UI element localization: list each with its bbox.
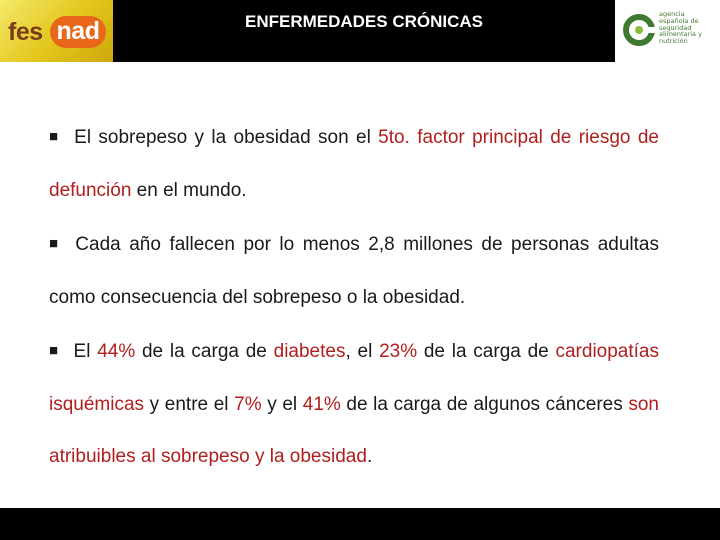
fesnad-logo <box>0 0 113 62</box>
footer-bar <box>0 508 720 540</box>
agency-line: agencia <box>659 10 685 18</box>
body-text: de la carga de algunos cánceres <box>340 394 629 415</box>
bullet-paragraph <box>49 112 659 217</box>
body-text: en el mundo. <box>131 180 247 201</box>
aesan-logo <box>615 0 720 62</box>
agency-line: alimentaria y <box>659 30 702 39</box>
highlight-text: cardiopatías isquémicas <box>49 341 659 415</box>
agency-line: seguridad <box>659 23 692 32</box>
square-bullet-icon: ■ <box>49 342 60 359</box>
highlight-text: 7% <box>234 394 262 415</box>
highlight-text: 5to. factor principal de riesgo de defunción <box>49 127 659 201</box>
body-text: El sobrepeso y la obesidad son el <box>74 127 379 148</box>
agency-line: española de <box>659 16 699 25</box>
highlight-text: diabetes <box>273 341 346 362</box>
bullet-paragraph <box>49 326 659 483</box>
logo-text-nad: nad <box>50 16 106 48</box>
aesan-agency-name <box>659 11 719 45</box>
body-text: y entre el <box>144 394 235 415</box>
body-text: Cada año fallecen por lo menos 2,8 millones de personas adultas como consecuencia del sobrepeso o la obesidad. <box>49 234 659 308</box>
square-bullet-icon: ■ <box>49 235 62 252</box>
logo-text-fes: fes <box>8 18 43 46</box>
bullet-list <box>49 112 659 485</box>
highlight-text: 44% <box>97 341 136 362</box>
body-text: . <box>366 446 373 467</box>
slide-title: ENFERMEDADES CRÓNICAS <box>244 12 484 31</box>
body-text: , el <box>345 341 380 362</box>
agency-line: nutrición <box>659 37 688 46</box>
highlight-text: son atribuibles al sobrepeso y la obesidad <box>49 394 659 467</box>
aesan-logo-icon <box>622 13 656 47</box>
body-text: El <box>73 341 98 362</box>
highlight-text: 41% <box>302 394 341 415</box>
body-text: de la carga de <box>135 341 274 362</box>
square-bullet-icon: ■ <box>49 128 61 145</box>
slide-title-bar <box>113 0 615 62</box>
bullet-paragraph <box>49 219 659 324</box>
highlight-text: 23% <box>379 341 418 362</box>
body-text: y el <box>261 394 303 415</box>
body-text: de la carga de <box>417 341 556 362</box>
